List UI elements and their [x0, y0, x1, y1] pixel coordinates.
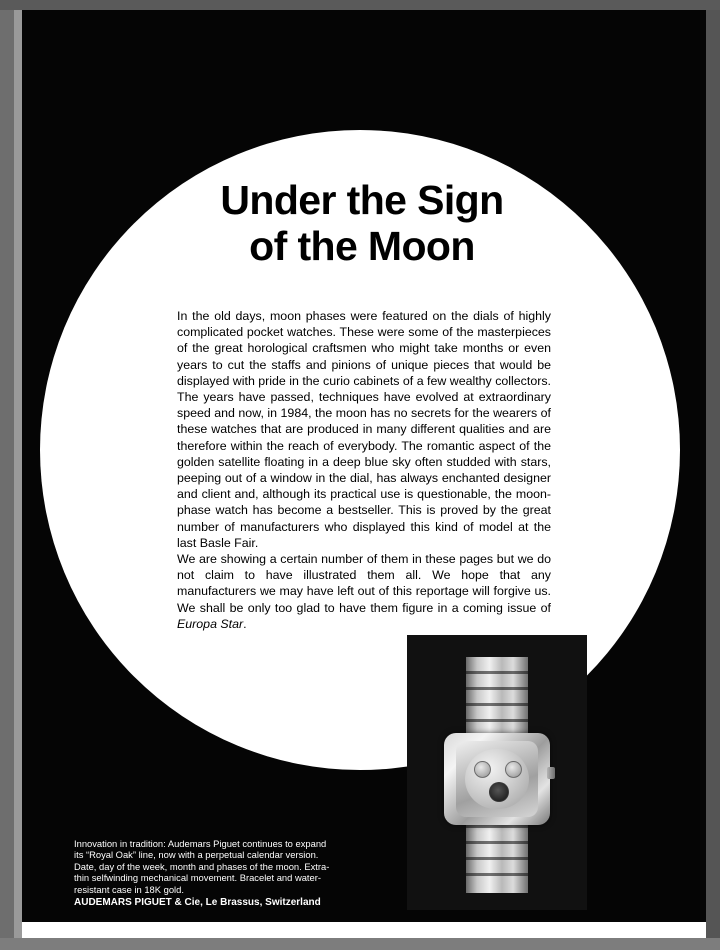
bracelet-lower — [466, 813, 528, 893]
watch-dial — [465, 749, 529, 809]
caption-line-2: its “Royal Oak” line, now with a perpetual calendar version. — [74, 849, 319, 861]
caption-line-3: Date, day of the week, month and phases of the moon. Extra- — [74, 860, 330, 872]
paragraph-3-text: We are showing a certain number of them in these pages but we do not claim to have illustrated them all. We hope that any manufacturers we may have left out of this reportage will forgive us. We shall be only too glad to have them figure in a coming issue of — [177, 552, 551, 615]
watch-photograph — [407, 635, 587, 910]
subdial-right — [505, 761, 522, 778]
scan-edge-top — [0, 0, 720, 10]
wristwatch-illustration — [407, 635, 587, 910]
caption-line-4: thin selfwinding mechanical movement. Bracelet and water- — [74, 872, 321, 884]
headline-line-2: of the Moon — [249, 222, 475, 269]
page-content — [22, 10, 706, 938]
caption-line-1: Innovation in tradition: Audemars Piguet continues to expand — [74, 838, 327, 849]
page-title — [162, 178, 562, 270]
page-bottom-margin — [22, 922, 706, 938]
subdial-left — [474, 761, 491, 778]
paragraph-2: The years have passed, techniques have evolved at extraordinary speed and now, in 1984, the moon has no secrets for the wearers of these watches that are produced in many different qualities and are therefore within the reach of everybody. The romantic aspect of the golden satellite floating in a deep blue sky often studded with stars, peeping out of a window in the dial, has always enchanted designer and client and, although its practical use is questionable, the moon-phase watch has become a bestseller. This is proved by the great number of manufacturers who displayed this kind of model at the last Basle Fair. — [177, 390, 551, 550]
caption-line-5: resistant case in 18K gold. — [74, 883, 184, 895]
headline-line-1: Under the Sign — [220, 177, 504, 223]
watch-case — [444, 733, 550, 825]
moonphase-aperture — [489, 782, 509, 802]
article-body — [177, 308, 551, 632]
watch-crown — [547, 767, 555, 779]
advert-brand-line: AUDEMARS PIGUET & Cie, Le Brassus, Switzerland — [74, 897, 321, 909]
publication-name: Europa Star — [177, 616, 244, 631]
scan-edge-bottom — [0, 938, 720, 950]
paragraph-3-end: . — [243, 616, 247, 631]
scan-edge-right — [706, 0, 720, 950]
paragraph-1: In the old days, moon phases were featured on the dials of highly complicated pocket watches. These were some of the masterpieces of the great horological craftsmen who might take months or even years to cut the staffs and pinions of unique pieces that would be displayed with pride in the curio cabinets of a few wealthy collectors. — [177, 309, 551, 388]
advert-caption — [74, 838, 374, 908]
paragraph-3 — [177, 551, 551, 632]
scan-edge-left-inner — [14, 0, 22, 950]
watch-bezel — [456, 741, 538, 817]
